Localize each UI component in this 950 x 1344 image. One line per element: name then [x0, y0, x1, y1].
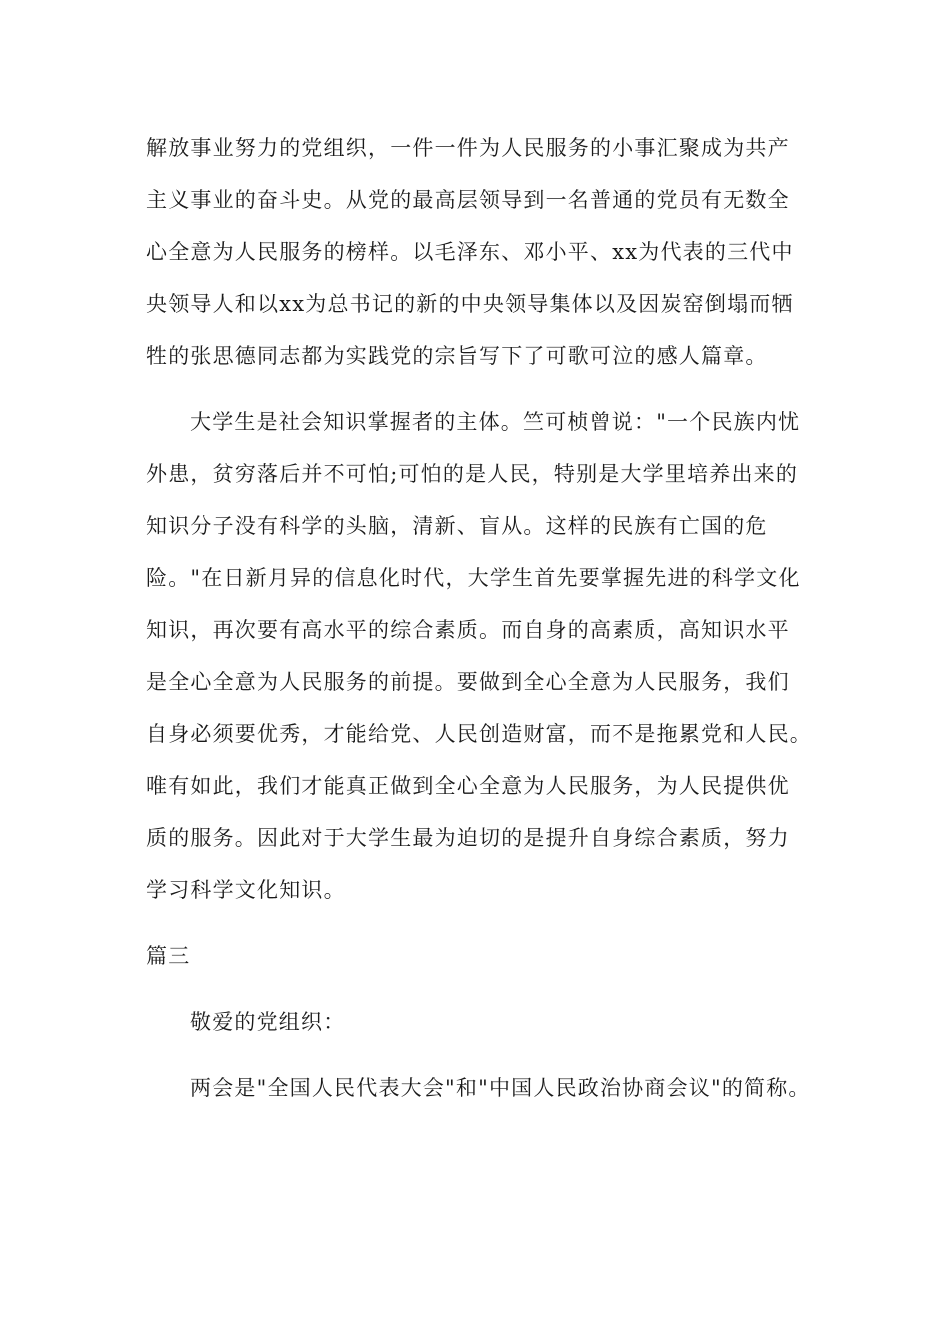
paragraph1-line-1: 解放事业努力的党组织，一件一件为人民服务的小事汇聚成为共产	[146, 136, 790, 160]
paragraph1-line-4: 央领导人和以xx为总书记的新的中央领导集体以及因炭窑倒塌而牺	[146, 292, 794, 316]
paragraph1-line-5: 牲的张思德同志都为实践党的宗旨写下了可歌可泣的感人篇章。	[146, 344, 768, 368]
paragraph2-line-1: 大学生是社会知识掌握者的主体。竺可桢曾说："一个民族内忧	[190, 410, 801, 434]
paragraph1-line-2: 主义事业的奋斗史。从党的最高层领导到一名普通的党员有无数全	[146, 188, 790, 212]
paragraph2-line-5: 知识，再次要有高水平的综合素质。而自身的高素质，高知识水平	[146, 618, 790, 642]
paragraph3-line-1: 两会是"全国人民代表大会"和"中国人民政治协商会议"的简称。	[190, 1076, 811, 1100]
paragraph2-line-3: 知识分子没有科学的头脑，清新、盲从。这样的民族有亡国的危	[146, 514, 768, 538]
paragraph2-line-9: 质的服务。因此对于大学生最为迫切的是提升自身综合素质，努力	[146, 826, 790, 850]
paragraph1-line-3: 心全意为人民服务的榜样。以毛泽东、邓小平、xx为代表的三代中	[146, 240, 794, 264]
section-heading: 篇三	[146, 944, 191, 968]
paragraph2-line-6: 是全心全意为人民服务的前提。要做到全心全意为人民服务，我们	[146, 670, 790, 694]
paragraph2-line-8: 唯有如此，我们才能真正做到全心全意为人民服务，为人民提供优	[146, 774, 790, 798]
paragraph2-line-4: 险。"在日新月异的信息化时代，大学生首先要掌握先进的科学文化	[146, 566, 801, 590]
salutation: 敬爱的党组织：	[190, 1010, 346, 1034]
paragraph2-line-2: 外患，贫穷落后并不可怕;可怕的是人民，特别是大学里培养出来的	[146, 462, 799, 486]
paragraph2-line-10: 学习科学文化知识。	[146, 878, 346, 902]
paragraph2-line-7: 自身必须要优秀，才能给党、人民创造财富，而不是拖累党和人民。	[146, 722, 812, 746]
